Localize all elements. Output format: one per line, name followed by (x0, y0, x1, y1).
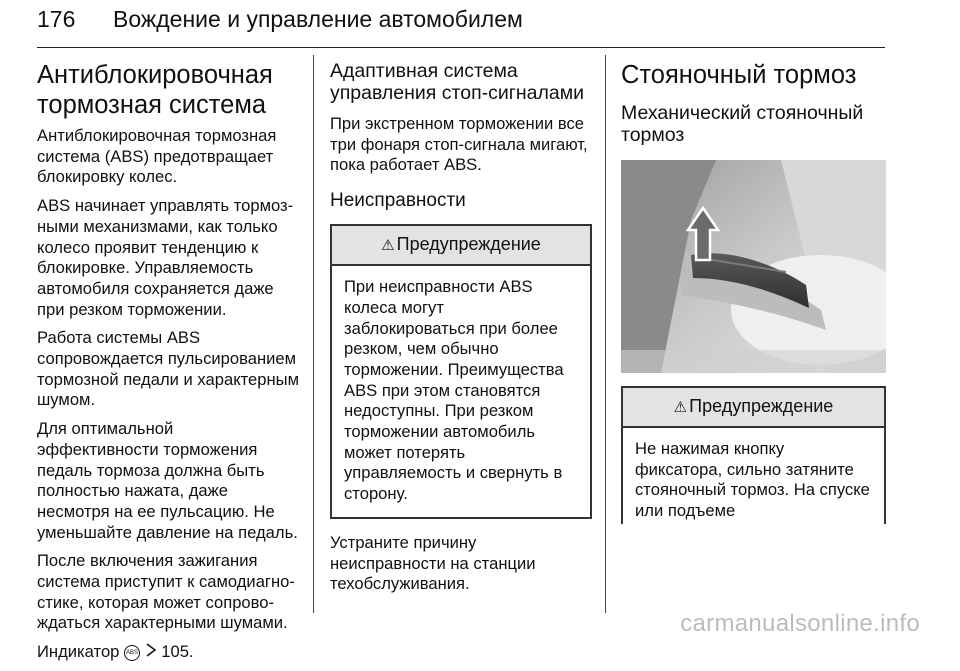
paragraph: Устраните причину неисправности на станции техобслуживания. (330, 532, 536, 594)
column-divider-2 (605, 55, 606, 613)
section-heading-parking-brake: Стояночный тормоз (621, 61, 857, 89)
warning-triangle-icon: ⚠ (381, 237, 395, 255)
column-3 (621, 60, 886, 524)
abs-indicator-icon: ABS (124, 645, 140, 661)
warning-box (330, 224, 592, 519)
subheading-mechanical-parking-brake: Механический стояночный тормоз (621, 102, 864, 146)
section-heading-brake-lights: Адаптивная система управления стоп-сигналами (330, 60, 585, 104)
page-header-title: Вождение и управление автомобилем (113, 6, 523, 32)
indicator-page-link[interactable]: 105. (161, 642, 194, 662)
watermark: carmanualsonline.info (680, 610, 920, 637)
section-heading-abs: Антиблокировочная тормозная система (37, 61, 273, 119)
warning-text: При неисправности ABS колеса могут заблокироваться при более резком, чем обычно торможении. Преимущества ABS при этом становятся недоступны. При резком торможении автомобиль может потерять управляемость и свернуть в сторону. (344, 277, 564, 504)
paragraph: При экстренном торможении все три фонаря стоп-сигнала мигают, пока работает ABS. (330, 114, 588, 175)
paragraph: ABS начинает управлять тормозными механизмами, как только колесо проявит тенденцию к блокировке. Управляемость автомобиля сохраняется даже при резком торможении. (37, 196, 294, 319)
subheading-faults: Неисправности (330, 190, 466, 212)
warning-header (332, 226, 590, 266)
column-1 (37, 60, 299, 671)
warning-text: Не нажимая кнопку фиксатора, сильно затяните стояночный тормоз. На спуске или подъеме (635, 439, 870, 521)
paragraph: Антиблокировочная тормозная система (ABS) предотвращает блокировку колес. (37, 126, 277, 187)
paragraph: Для оптимальной эффективности торможения педаль тормоза должна быть полностью нажата, даже несмотря на ее пульсацию. Не уменьшайте давление на педаль. (37, 419, 298, 542)
indicator-reference (37, 642, 299, 663)
warning-title: Предупреждение (689, 396, 834, 416)
warning-box (621, 386, 886, 524)
paragraph: Работа системы ABS сопровождается пульсированием тормозной педали и характерным шумом. (37, 328, 300, 410)
paragraph: После включения зажигания система приступит к самодиагностике, которая может сопровождаться характерными шумами. (37, 551, 295, 633)
header-rule (37, 47, 885, 48)
warning-triangle-icon: ⚠ (673, 399, 688, 416)
page-number: 176 (37, 6, 76, 32)
indicator-label: Индикатор (37, 642, 120, 662)
warning-title: Предупреждение (396, 234, 541, 255)
parking-brake-photo (621, 160, 886, 373)
column-divider-1 (313, 55, 314, 613)
column-2 (330, 60, 592, 603)
page-reference-arrow-icon (145, 642, 157, 663)
warning-header (623, 388, 884, 428)
